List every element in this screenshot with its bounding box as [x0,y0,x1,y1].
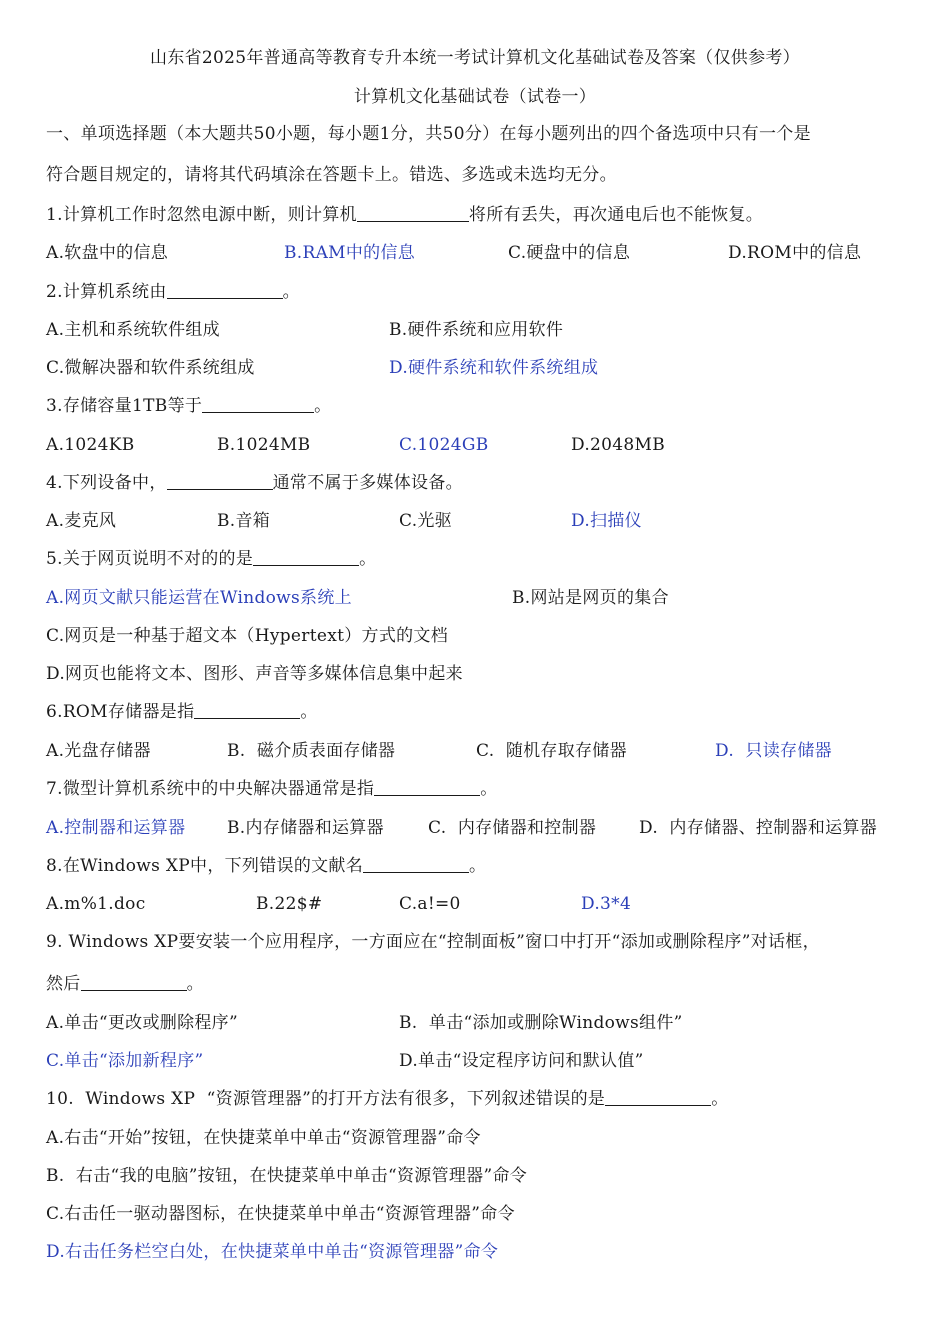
question-6-option-c: C. 随机存取存储器 [476,741,627,761]
question-2-option-c: C.微解决器和软件系统组成 [46,358,255,378]
question-8-option-c: C.a!=0 [399,894,461,914]
question-5-option-d: D.网页也能将文本、图形、声音等多媒体信息集中起来 [46,664,463,684]
question-1-stem: 1.计算机工作时忽然电源中断，则计算机 将所有丢失，再次通电后也不能恢复。 [46,205,764,225]
page-title: 山东省2025年普通高等教育专升本统一考试计算机文化基础试卷及答案（仅供参考） [150,48,800,68]
question-4-option-b: B.音箱 [217,511,271,531]
question-9-option-a: A.单击“更改或删除程序” [46,1013,238,1033]
question-6-stem: 6.ROM存储器是指 。 [46,702,318,722]
question-3-option-a: A.1024KB [46,435,135,455]
question-5-option-c: C.网页是一种基于超文本（Hypertext）方式的文档 [46,626,449,646]
question-3-stem: 3.存储容量1TB等于 。 [46,396,332,416]
question-8-option-a: A.m%1.doc [46,894,146,914]
question-9-option-c-answer: C.单击“添加新程序” [46,1051,204,1071]
question-7-option-a-answer: A.控制器和运算器 [46,818,186,838]
question-9-option-d: D.单击“设定程序访问和默认值” [399,1051,644,1071]
question-5-option-b: B.网站是网页的集合 [512,588,669,608]
question-2-stem: 2.计算机系统由 。 [46,282,300,302]
question-6-option-b: B. 磁介质表面存储器 [227,741,396,761]
question-4-option-a: A.麦克风 [46,511,117,531]
question-8-stem: 8.在Windows XP中，下列错误的文献名 。 [46,856,487,876]
question-3-option-d: D.2048MB [571,435,665,455]
question-7-option-d: D. 内存储器、控制器和运算器 [639,818,878,838]
question-7-option-c: C. 内存储器和控制器 [428,818,597,838]
question-10-option-a: A.右击“开始”按钮，在快捷菜单中单击“资源管理器”命令 [46,1128,481,1148]
question-8-option-d-answer: D.3*4 [581,894,632,914]
question-7-stem: 7.微型计算机系统中的中央解决器通常是指 。 [46,779,498,799]
question-5-stem: 5.关于网页说明不对的的是 。 [46,549,377,569]
question-8-option-b: B.22$# [256,894,323,914]
question-4-option-c: C.光驱 [399,511,453,531]
section-instructions-line-1: 一、单项选择题（本大题共50小题，每小题1分，共50分）在每小题列出的四个备选项中只有一个是 [46,124,811,144]
question-10-option-c: C.右击任一驱动器图标，在快捷菜单中单击“资源管理器”命令 [46,1204,515,1224]
question-10-option-b: B. 右击“我的电脑”按钮，在快捷菜单中单击“资源管理器”命令 [46,1166,528,1186]
question-3-option-c-answer: C.1024GB [399,435,489,455]
question-9-stem: 9. Windows XP要安装一个应用程序，一方面应在“控制面板”窗口中打开“添加或删除程序”对话框， [46,932,820,952]
question-7-option-b: B.内存储器和运算器 [227,818,384,838]
question-10-option-d-answer: D.右击任务栏空白处，在快捷菜单中单击“资源管理器”命令 [46,1242,499,1262]
question-5-option-a-answer: A.网页文献只能运营在Windows系统上 [46,588,352,608]
question-1-option-d: D.ROM中的信息 [728,243,862,263]
question-4-stem: 4.下列设备中， 通常不属于多媒体设备。 [46,473,463,493]
question-4-option-d-answer: D.扫描仪 [571,511,642,531]
question-3-option-b: B.1024MB [217,435,311,455]
question-1-option-c: C.硬盘中的信息 [508,243,631,263]
question-9-option-b: B. 单击“添加或删除Windows组件” [399,1013,683,1033]
question-10-stem: 10. Windows XP “资源管理器”的打开方法有很多，下列叙述错误的是 。 [46,1089,729,1109]
question-2-option-b: B.硬件系统和应用软件 [389,320,564,340]
section-instructions-line-2: 符合题目规定的，请将其代码填涂在答题卡上。错选、多选或未选均无分。 [46,165,617,185]
question-9-stem-continued: 然后 。 [46,974,204,994]
question-1-option-b-answer: B.RAM中的信息 [284,243,416,263]
question-2-option-d-answer: D.硬件系统和软件系统组成 [389,358,599,378]
question-2-option-a: A.主机和系统软件组成 [46,320,220,340]
question-6-option-d-answer: D. 只读存储器 [715,741,832,761]
question-1-option-a: A.软盘中的信息 [46,243,169,263]
page-subtitle: 计算机文化基础试卷（试卷一） [353,87,597,107]
question-6-option-a: A.光盘存储器 [46,741,151,761]
